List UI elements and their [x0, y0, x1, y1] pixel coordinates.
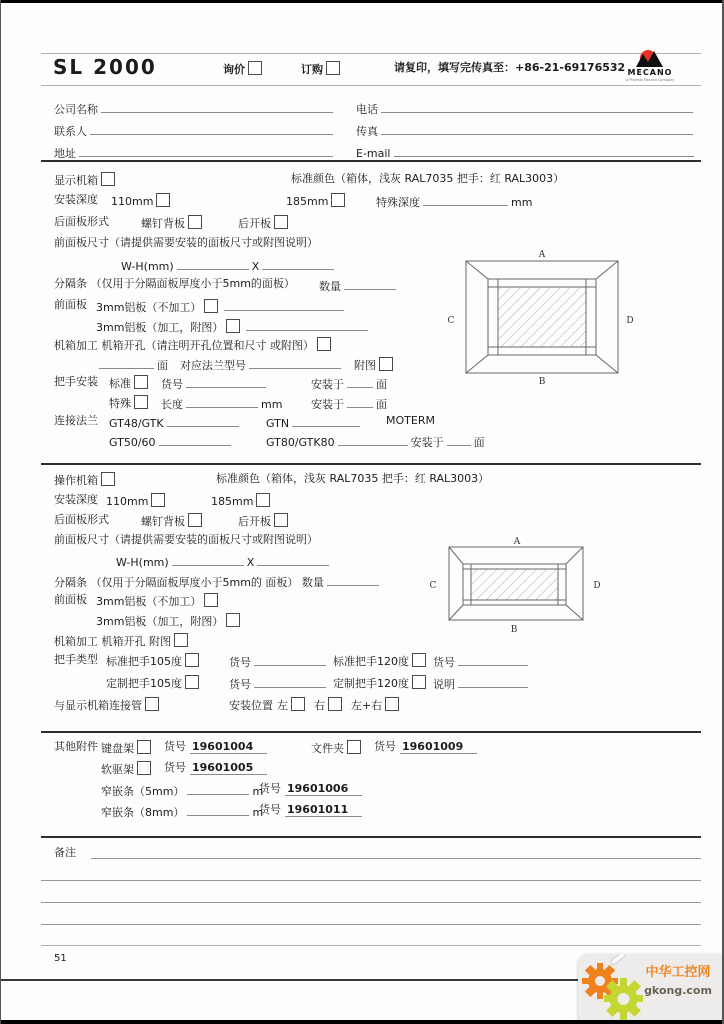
header-rule-bottom: [41, 85, 701, 86]
display-handle-std-face-line[interactable]: [347, 375, 373, 388]
strip5-itemno: [259, 782, 362, 796]
diagram-label-b: B: [510, 625, 518, 634]
address-field: [54, 144, 336, 161]
depth-185-label: 185mm: [286, 195, 329, 208]
order-option: [301, 61, 343, 77]
display-cabinet-title: 显示机箱: [54, 174, 98, 187]
screw-panel-label: 螺钉背板: [141, 217, 185, 230]
operator-machining-checkbox[interactable]: [174, 633, 188, 647]
display-alu-plain: [96, 298, 347, 315]
display-gt80: [266, 433, 485, 450]
item-no-label: 货号: [229, 656, 251, 669]
item-no-label: 货号: [161, 378, 183, 391]
item-no-label: 货号: [259, 782, 281, 795]
display-width-line[interactable]: [177, 257, 249, 270]
drawing-label: 附图: [354, 359, 376, 372]
rear-open-label: 后开板: [238, 217, 271, 230]
page-top-border: [1, 0, 724, 3]
display-handle-special-checkbox[interactable]: [134, 395, 148, 409]
section-divider-2: [41, 463, 701, 465]
operator-depth-185-checkbox[interactable]: [256, 493, 270, 507]
display-handle-special-install: [311, 395, 387, 412]
display-divider-qty: [319, 277, 399, 294]
diagram-label-c: C: [429, 581, 437, 591]
pos-both-checkbox[interactable]: [385, 697, 399, 711]
custom-handle-105-itemno: [229, 675, 329, 692]
remarks-line-4[interactable]: [41, 924, 701, 925]
inquiry-label: 询价: [223, 63, 245, 76]
custom-handle-105: [106, 675, 202, 691]
display-alu-machined-line[interactable]: [246, 318, 368, 331]
display-depth-185: [286, 193, 348, 209]
gt80-line[interactable]: [338, 433, 408, 446]
custom120-label: 定制把手120度: [333, 677, 409, 690]
std-handle-120-checkbox[interactable]: [412, 653, 426, 667]
install-on-label: 安装于: [311, 398, 344, 411]
display-depth-label: 安装深度: [54, 193, 98, 206]
depth-110-label: 110mm: [111, 195, 154, 208]
diagram-label-d: D: [593, 581, 601, 591]
screw-panel-label: 螺钉背板: [141, 515, 185, 528]
display-face-line[interactable]: [99, 356, 154, 369]
display-alu-plain-checkbox[interactable]: [204, 299, 218, 313]
company-input-line[interactable]: [101, 100, 333, 113]
install-position-row: [229, 697, 402, 713]
display-divider-note: 分隔条 （仅用于分隔面板厚度小于5mm的面板）: [54, 277, 295, 290]
diagram-label-d: D: [626, 316, 634, 326]
custom-handle-120-checkbox[interactable]: [412, 675, 426, 689]
green-gear-icon: [604, 978, 643, 1020]
install-on-label: 安装于: [311, 378, 344, 391]
gtn-line[interactable]: [292, 414, 360, 427]
email-label: E-mail: [356, 147, 391, 160]
display-handle-standard-itemno: [161, 375, 269, 392]
x-label: X: [251, 260, 260, 273]
keyboard-option: [101, 740, 154, 756]
display-cabinet-diagram: [441, 248, 641, 386]
company-label: 公司名称: [54, 103, 98, 116]
strip8-itemno-value: 19601011: [285, 803, 362, 817]
display-rear-open-checkbox[interactable]: [274, 215, 288, 229]
strip8-length-line[interactable]: [187, 803, 249, 816]
display-flange-connect-label: 连接法兰: [54, 414, 98, 427]
keyboard-itemno-value: 19601004: [190, 740, 267, 754]
std120-label: 标准把手120度: [333, 655, 409, 668]
operator-rear-label: 后面板形式: [54, 513, 109, 526]
email-field: [356, 144, 697, 161]
phone-label: 电话: [356, 103, 378, 116]
display-gt50: [109, 433, 234, 450]
page-bottom-border: [1, 1020, 724, 1024]
display-gtn: [266, 414, 363, 431]
custom105-itemno-line[interactable]: [254, 675, 326, 688]
folder-itemno-value: 19601009: [400, 740, 477, 754]
display-depth-185-checkbox[interactable]: [331, 193, 345, 207]
install-on-label: 安装于: [410, 436, 444, 449]
display-flange-line[interactable]: [249, 356, 341, 369]
operator-alu-machined-checkbox[interactable]: [226, 613, 240, 627]
operator-front-note: 前面板尺寸（请提供需要安装的面板尺寸或附图说明）: [54, 533, 318, 546]
operator-divider-row: [54, 573, 382, 590]
floppy-checkbox[interactable]: [137, 761, 151, 775]
std-handle-120: [333, 653, 429, 669]
display-handle-standard: [109, 375, 151, 391]
connector-tube-option: [54, 697, 162, 713]
display-handle-special-face-line[interactable]: [347, 395, 373, 408]
display-handle-label: 把手安装: [54, 375, 98, 388]
fax-field: [356, 122, 696, 139]
alu-plain-label: 3mm铝板（不加工）: [96, 301, 202, 314]
section-divider-3: [41, 731, 701, 733]
face-label: 面: [473, 436, 485, 449]
strip5-length-line[interactable]: [187, 782, 249, 795]
diagram-label-a: A: [513, 537, 521, 547]
address-label: 地址: [54, 147, 76, 160]
display-alu-plain-line[interactable]: [224, 298, 344, 311]
display-qty-line[interactable]: [344, 277, 396, 290]
company-field: [54, 100, 336, 117]
operator-cabinet-diagram: [421, 536, 613, 634]
diagram-label-c: C: [447, 316, 455, 326]
face-label: 面: [376, 398, 387, 411]
diagram-label-b: B: [538, 377, 546, 386]
operator-rear-open: [238, 513, 291, 529]
operator-alu-plain-checkbox[interactable]: [204, 593, 218, 607]
pos-left-label: 左: [277, 699, 288, 712]
mm-unit: mm: [511, 196, 533, 209]
m-unit: m: [252, 806, 264, 819]
display-drawing-checkbox[interactable]: [379, 357, 393, 371]
handle-type-label: 把手类型: [54, 653, 98, 666]
person-field: [54, 122, 336, 139]
display-gt48: [109, 414, 242, 431]
std-handle-105-itemno: [229, 653, 329, 670]
operator-depth-185: [211, 493, 273, 509]
gkong-watermark-graphic: [578, 954, 722, 1024]
gt80-label: GT80/GTK80: [266, 436, 335, 449]
std120-itemno-line[interactable]: [458, 653, 528, 666]
remarks-line-1[interactable]: [91, 858, 701, 859]
display-depth-110: [111, 193, 173, 209]
depth-110-label: 110mm: [106, 495, 149, 508]
mecano-logo: [624, 48, 676, 84]
email-input-line[interactable]: [394, 144, 694, 157]
face-label: 面: [376, 378, 387, 391]
machining-note-label: 机箱加工 机箱开孔（请注明开孔位置和尺寸 或附图）: [54, 339, 314, 352]
special-depth-line[interactable]: [423, 193, 508, 206]
mecano-logo-text: MECANO: [627, 68, 673, 77]
alu-plain-label: 3mm铝板（不加工）: [96, 595, 202, 608]
remarks-label: 备注: [54, 846, 76, 859]
display-alu-machined: [96, 318, 371, 335]
section-divider-4: [41, 836, 701, 838]
page-number: 51: [54, 953, 67, 964]
operator-cabinet-option: [54, 472, 118, 488]
phone-field: [356, 100, 696, 117]
order-label: 订购: [301, 63, 323, 76]
length-label: 长度: [161, 398, 183, 411]
connector-tube-checkbox[interactable]: [145, 697, 159, 711]
custom-handle-120: [333, 675, 429, 691]
operator-machining-row: [54, 633, 191, 649]
operator-screw-panel: [141, 513, 205, 529]
gt48-label: GT48/GTK: [109, 417, 164, 430]
display-front-note: 前面板尺寸（请提供需要安装的面板尺寸或附图说明）: [54, 236, 318, 249]
pos-left-checkbox[interactable]: [291, 697, 305, 711]
display-handle-standard-install: [311, 375, 387, 392]
operator-cabinet-title: 操作机箱: [54, 474, 98, 487]
gt48-line[interactable]: [167, 414, 239, 427]
mecano-logo-tagline: A Phoenix Mecano Company: [625, 78, 675, 82]
page-title: SL 2000: [53, 55, 157, 79]
display-rear-open: [238, 215, 291, 231]
custom105-label: 定制把手105度: [106, 677, 182, 690]
order-checkbox[interactable]: [326, 61, 340, 75]
floppy-itemno: [164, 761, 267, 775]
display-alu-machined-checkbox[interactable]: [226, 319, 240, 333]
display-front-panel-label: 前面板: [54, 298, 87, 311]
std-handle-105: [106, 653, 202, 669]
operator-alu-machined: [96, 613, 243, 629]
display-wh-row: [121, 257, 337, 274]
display-flange-row: [96, 356, 396, 373]
display-handle-std-itemno-line[interactable]: [186, 375, 266, 388]
floppy-label: 软驱架: [101, 763, 134, 776]
operator-cabinet-checkbox[interactable]: [101, 472, 115, 486]
display-handle-special: [109, 395, 151, 411]
section-divider-1: [41, 160, 701, 162]
display-screw-panel: [141, 215, 205, 231]
machining-note-label: 机箱加工 机箱开孔 附图: [54, 635, 171, 648]
item-no-label: 货号: [164, 740, 186, 753]
pencil-icon: [610, 954, 626, 966]
folder-label: 文件夹: [311, 742, 344, 755]
folder-checkbox[interactable]: [347, 740, 361, 754]
pos-right-checkbox[interactable]: [328, 697, 342, 711]
folder-itemno: [374, 740, 477, 754]
inquiry-checkbox[interactable]: [248, 61, 262, 75]
display-color-note: 标准颜色（箱体，浅灰 RAL7035 把手：红 RAL3003）: [291, 172, 565, 185]
std-handle-105-checkbox[interactable]: [185, 653, 199, 667]
depth-185-label: 185mm: [211, 495, 254, 508]
folder-option: [311, 740, 364, 756]
floppy-option: [101, 761, 154, 777]
display-machining-row: [54, 337, 334, 353]
std-handle-120-itemno: [433, 653, 531, 670]
person-input-line[interactable]: [90, 122, 333, 135]
remarks-line-2[interactable]: [41, 880, 701, 881]
gt80-face-line[interactable]: [447, 433, 471, 446]
inquiry-option: [223, 61, 265, 77]
keyboard-label: 键盘架: [101, 742, 134, 755]
fax-instruction: 请复印，填写完传真至：+86-21-69176532: [394, 61, 626, 74]
operator-depth-label: 安装深度: [54, 493, 98, 506]
note-label: 说明: [433, 678, 455, 691]
diagram-label-a: A: [538, 250, 546, 260]
standard-label: 标准: [109, 377, 131, 390]
pos-both-label: 左+右: [351, 699, 383, 712]
remarks-line-3[interactable]: [41, 902, 701, 903]
m-unit: m: [252, 785, 264, 798]
address-input-line[interactable]: [79, 144, 333, 157]
custom-handle-105-checkbox[interactable]: [185, 675, 199, 689]
display-cutout-checkbox[interactable]: [317, 337, 331, 351]
x-label: X: [246, 556, 255, 569]
phone-input-line[interactable]: [381, 100, 693, 113]
display-handle-length-line[interactable]: [186, 395, 258, 408]
operator-width-line[interactable]: [172, 553, 244, 566]
alu-machined-label: 3mm铝板（加工，附图）: [96, 321, 224, 334]
strip8-row: [101, 803, 263, 820]
operator-depth-110-checkbox[interactable]: [151, 493, 165, 507]
operator-divider-note: 分隔条 （仅用于分隔面板厚度小于5mm的 面板） 数量: [54, 576, 324, 589]
std105-itemno-line[interactable]: [254, 653, 326, 666]
rear-open-label: 后开板: [238, 515, 271, 528]
special-label: 特殊: [109, 397, 131, 410]
display-rear-label: 后面板形式: [54, 215, 109, 228]
gt50-label: GT50/60: [109, 436, 156, 449]
item-no-label: 货号: [164, 761, 186, 774]
strip8-itemno: [259, 803, 362, 817]
operator-rear-open-checkbox[interactable]: [274, 513, 288, 527]
display-depth-110-checkbox[interactable]: [156, 193, 170, 207]
pos-right-label: 右: [314, 699, 325, 712]
gt50-line[interactable]: [159, 433, 231, 446]
strip8-label: 窄嵌条（8mm）: [101, 806, 185, 819]
operator-depth-110: [106, 493, 168, 509]
operator-height-line[interactable]: [257, 553, 329, 566]
accessories-title: 其他附件: [54, 740, 98, 753]
fax-label: 传真: [356, 125, 378, 138]
remarks-line-5[interactable]: [41, 945, 701, 946]
strip5-row: [101, 782, 263, 799]
display-cabinet-checkbox[interactable]: [101, 172, 115, 186]
watermark-site-name: 中华工控网: [645, 965, 711, 980]
gtn-label: GTN: [266, 417, 290, 430]
display-height-line[interactable]: [262, 257, 334, 270]
operator-wh-row: [116, 553, 332, 570]
operator-color-note: 标准颜色（箱体，浅灰 RAL7035 把手：红 RAL3003）: [216, 472, 490, 485]
display-moterm: MOTERM: [386, 414, 435, 427]
person-label: 联系人: [54, 125, 87, 138]
gkong-watermark: [578, 954, 722, 1024]
wh-label: W-H(mm): [116, 556, 169, 569]
keyboard-itemno: [164, 740, 267, 754]
operator-front-panel-label: 前面板: [54, 593, 87, 606]
qty-label: 数量: [319, 280, 341, 293]
connector-tube-label: 与显示机箱连接管: [54, 699, 142, 712]
watermark-site-url[interactable]: gkong.com: [644, 984, 712, 997]
header-rule-top: [41, 53, 701, 54]
special-depth-label: 特殊深度: [376, 196, 420, 209]
mm-unit: mm: [261, 398, 283, 411]
display-screw-panel-checkbox[interactable]: [188, 215, 202, 229]
flange-type-label: 对应法兰型号: [180, 359, 246, 372]
strip5-label: 窄嵌条（5mm）: [101, 785, 185, 798]
item-no-label: 货号: [259, 803, 281, 816]
strip5-itemno-value: 19601006: [285, 782, 362, 796]
custom-handle-120-note: [433, 675, 531, 692]
alu-machined-label: 3mm铝板（加工，附图）: [96, 615, 224, 628]
item-no-label: 货号: [433, 656, 455, 669]
display-handle-special-length: [161, 395, 282, 412]
display-special-depth: [376, 193, 532, 210]
operator-alu-plain: [96, 593, 221, 609]
operator-screw-panel-checkbox[interactable]: [188, 513, 202, 527]
std105-label: 标准把手105度: [106, 655, 182, 668]
item-no-label: 货号: [229, 678, 251, 691]
custom120-note-line[interactable]: [458, 675, 528, 688]
operator-qty-line[interactable]: [327, 573, 379, 586]
fax-input-line[interactable]: [381, 122, 693, 135]
face-label: 面: [157, 359, 168, 372]
keyboard-checkbox[interactable]: [137, 740, 151, 754]
item-no-label: 货号: [374, 740, 396, 753]
floppy-itemno-value: 19601005: [190, 761, 267, 775]
display-cabinet-option: [54, 172, 118, 188]
display-handle-standard-checkbox[interactable]: [134, 375, 148, 389]
install-position-label: 安装位置: [229, 699, 273, 712]
wh-label: W-H(mm): [121, 260, 174, 273]
